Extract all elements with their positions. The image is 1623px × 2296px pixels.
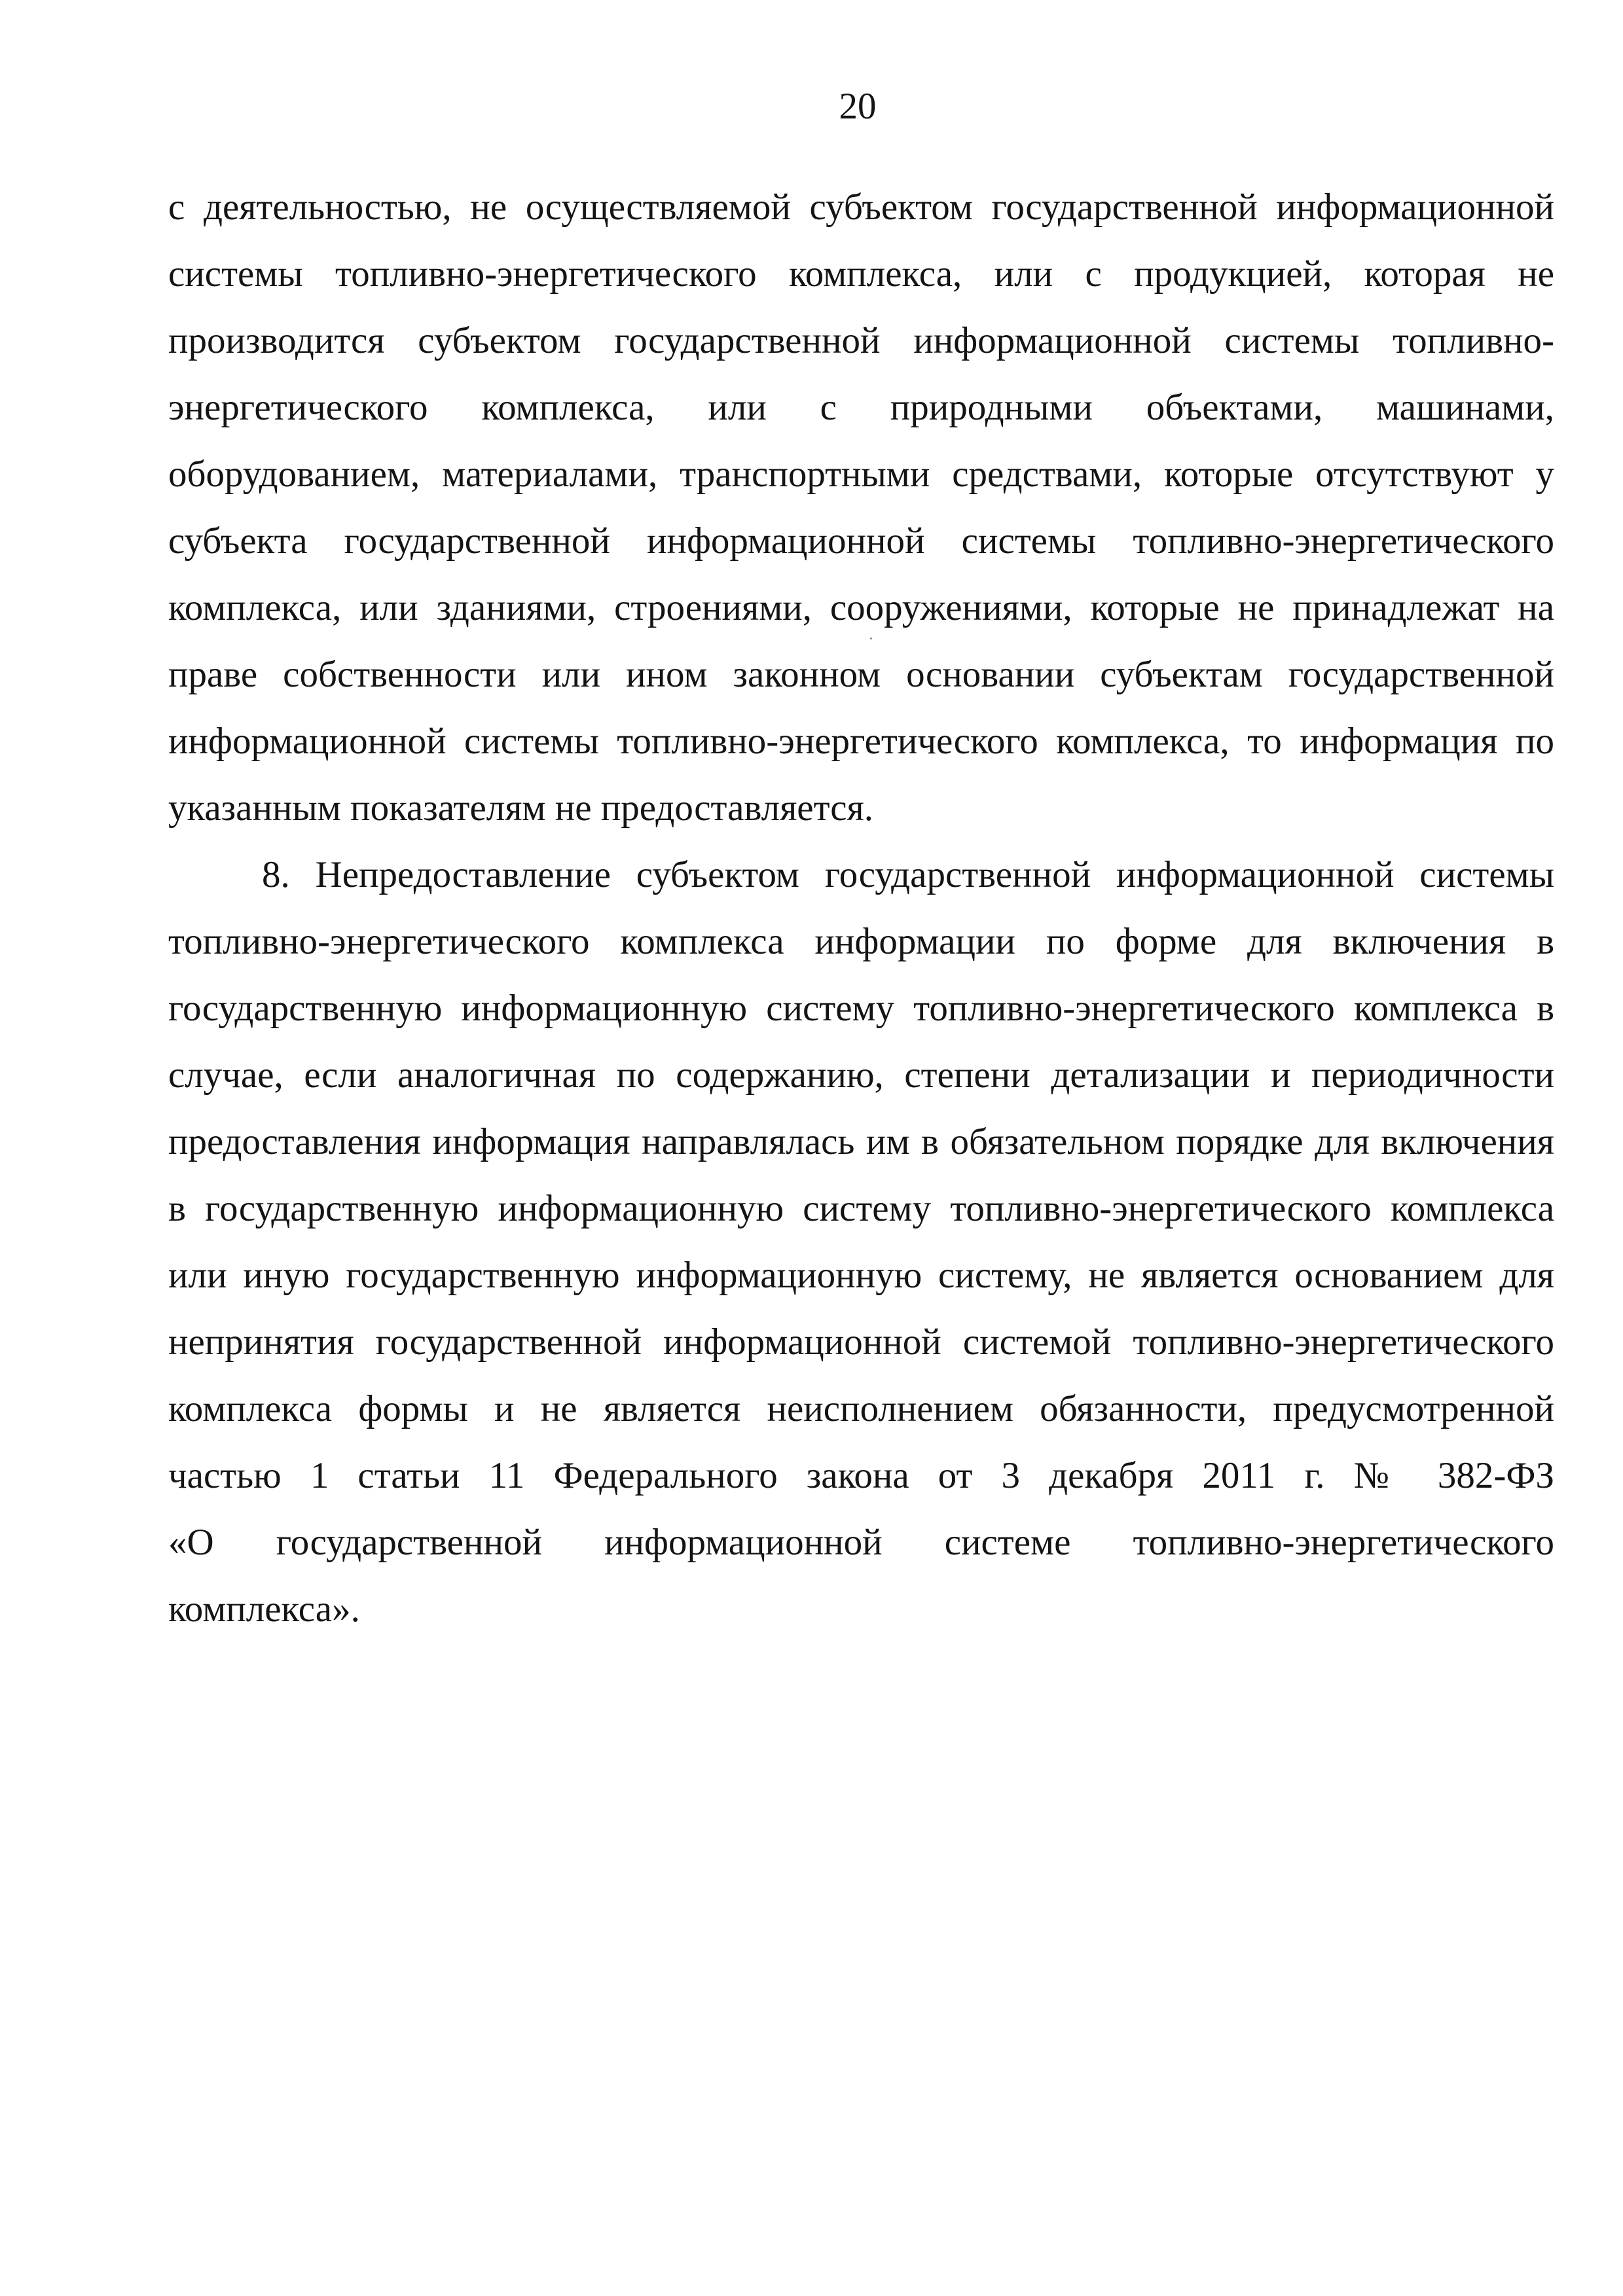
text-line: оборудованием, материалами, транспортными средствами, которые отсутствуют у xyxy=(168,454,1554,495)
page-number: 20 xyxy=(839,86,877,127)
text-line: предоставления информация направлялась им в обязательном порядке для включения xyxy=(168,1121,1554,1162)
paragraph-item-8 xyxy=(168,842,1554,1643)
text-line: комплекса». xyxy=(168,1588,360,1630)
text-line: «О государственной информационной системе топливно-энергетического xyxy=(168,1522,1554,1563)
text-line: субъекта государственной информационной системы топливно-энергетического xyxy=(168,520,1554,562)
text-line: информационной системы топливно-энергетического комплекса, то информация по xyxy=(168,721,1554,762)
text-line: непринятия государственной информационной системой топливно-энергетического xyxy=(168,1321,1554,1363)
text-line: комплекса, или зданиями, строениями, сооружениями, которые не принадлежат на xyxy=(168,587,1554,628)
text-line: в государственную информационную систему топливно-энергетического комплекса xyxy=(168,1188,1554,1229)
text-line: энергетического комплекса, или с природными объектами, машинами, xyxy=(168,387,1554,428)
text-line: с деятельностью, не осуществляемой субъектом государственной информационной xyxy=(168,187,1554,228)
text-line: комплекса формы и не является неисполнением обязанности, предусмотренной xyxy=(168,1388,1554,1429)
text-line: указанным показателям не предоставляется. xyxy=(168,787,873,829)
text-line: системы топливно-энергетического комплекса, или с продукцией, которая не xyxy=(168,253,1554,295)
text-line: 8. Непредоставление субъектом государственной информационной системы xyxy=(262,854,1554,895)
text-line: случае, если аналогичная по содержанию, степени детализации и периодичности xyxy=(168,1054,1554,1096)
text-line: производится субъектом государственной информационной системы топливно- xyxy=(168,320,1554,361)
text-line: топливно-энергетического комплекса информации по форме для включения в xyxy=(168,921,1554,962)
document-body xyxy=(168,174,1554,1643)
text-line: или иную государственную информационную систему, не является основанием для xyxy=(168,1255,1554,1296)
text-line: государственную информационную систему топливно-энергетического комплекса в xyxy=(168,988,1554,1029)
paragraph-continuation xyxy=(168,174,1554,842)
text-line: частью 1 статьи 11 Федерального закона от 3 декабря 2011 г. № 382-ФЗ xyxy=(168,1455,1554,1496)
text-line: праве собственности или ином законном основании субъектам государственной xyxy=(168,654,1554,695)
